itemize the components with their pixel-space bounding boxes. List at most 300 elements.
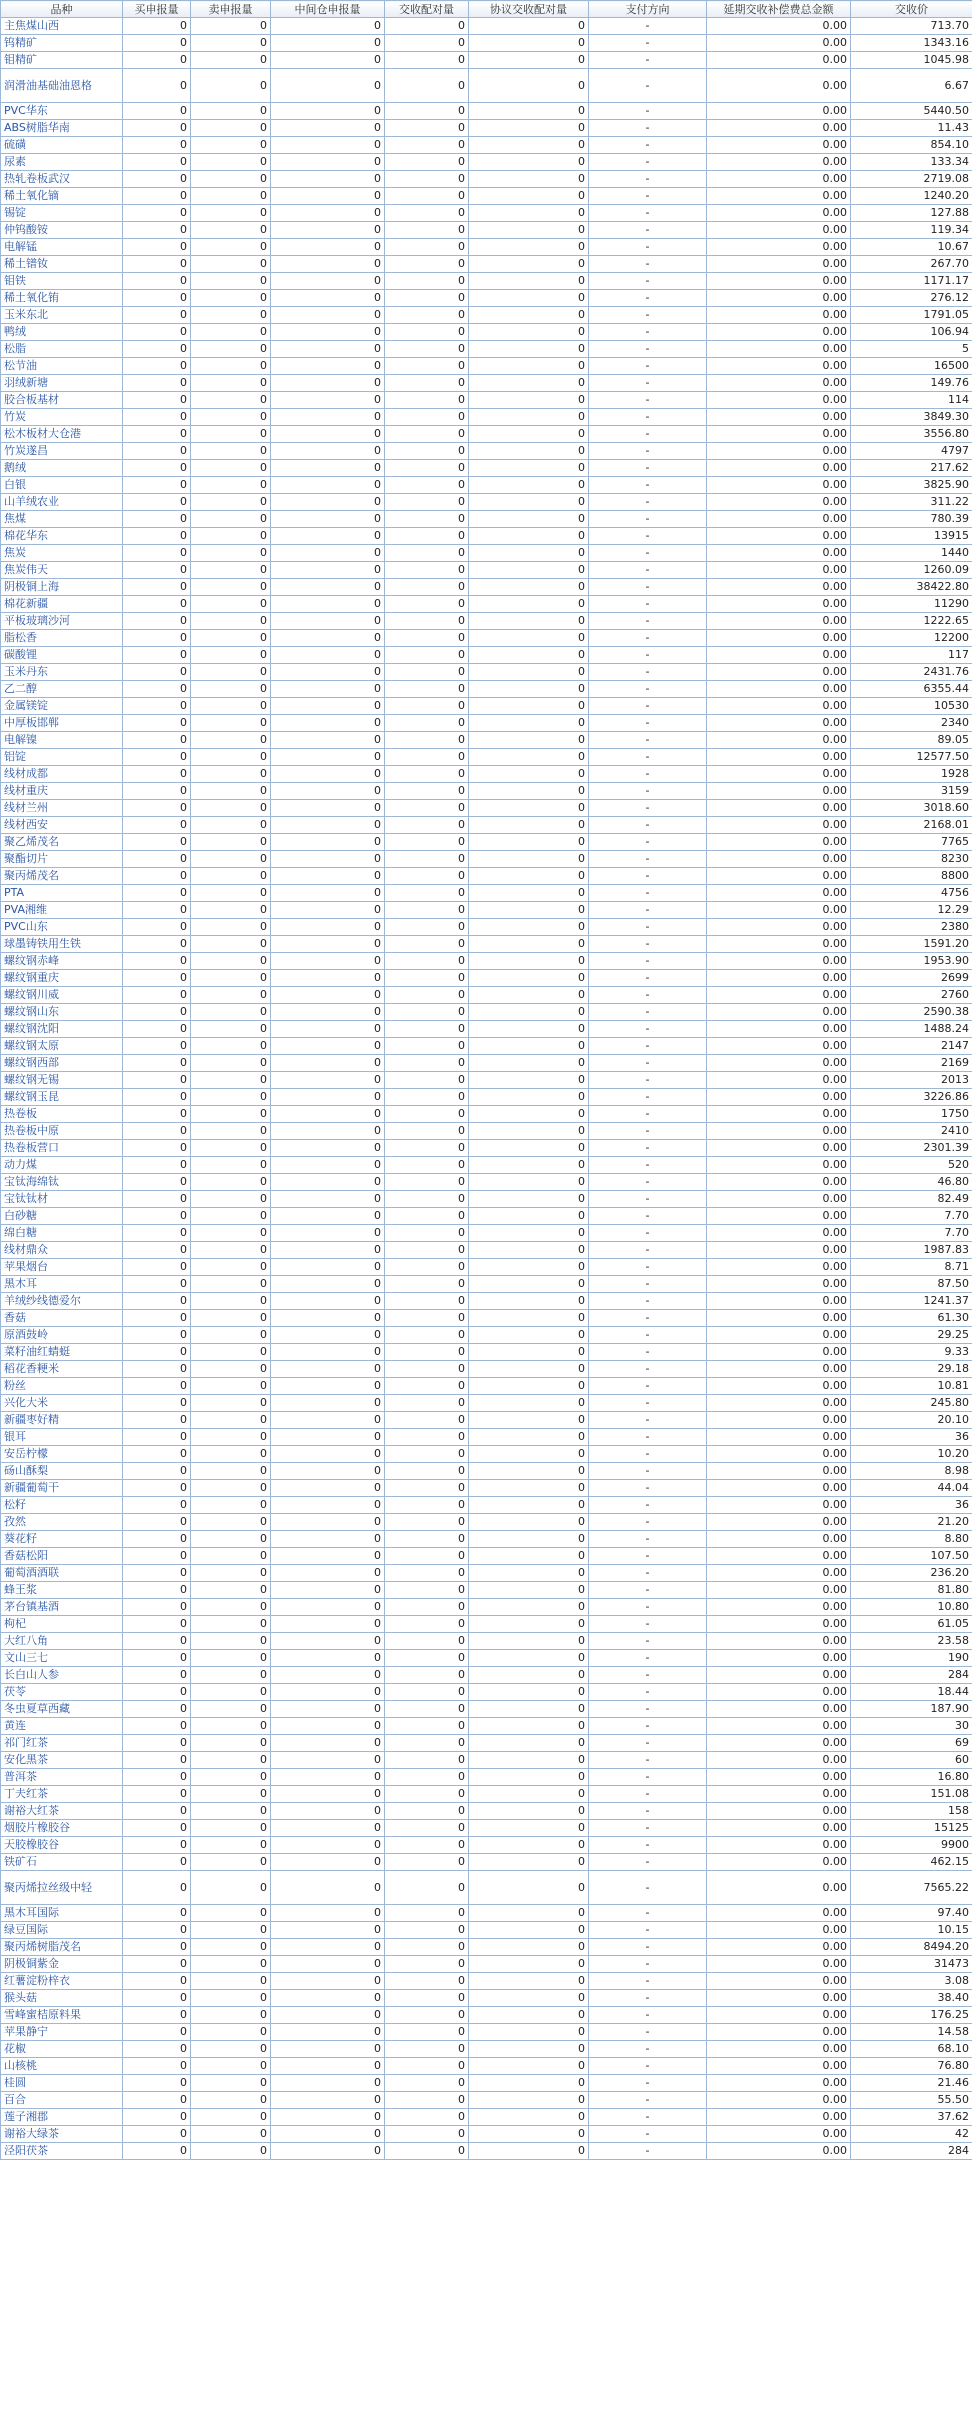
buy-volume-cell: 0 [123, 171, 191, 188]
table-row[interactable] [1, 953, 972, 970]
middle-warehouse-volume-cell: 0 [271, 358, 385, 375]
middle-warehouse-volume-cell: 0 [271, 443, 385, 460]
table-row[interactable] [1, 1633, 972, 1650]
table-row[interactable] [1, 1514, 972, 1531]
delivery-price-cell: 4797 [851, 443, 972, 460]
delivery-match-cell: 0 [385, 1752, 469, 1769]
buy-volume-cell: 0 [123, 664, 191, 681]
table-row[interactable] [1, 902, 972, 919]
deferred-fee-cell: 0.00 [707, 1616, 851, 1633]
table-row[interactable] [1, 1259, 972, 1276]
delivery-price-cell: 311.22 [851, 494, 972, 511]
table-row[interactable] [1, 460, 972, 477]
table-row[interactable] [1, 1208, 972, 1225]
table-row[interactable] [1, 936, 972, 953]
table-row[interactable] [1, 1072, 972, 1089]
delivery-price-cell: 97.40 [851, 1905, 972, 1922]
table-row[interactable] [1, 1990, 972, 2007]
table-row[interactable] [1, 562, 972, 579]
agreement-match-cell: 0 [469, 1735, 589, 1752]
table-row[interactable] [1, 2109, 972, 2126]
delivery-price-cell: 8230 [851, 851, 972, 868]
deferred-fee-cell: 0.00 [707, 2041, 851, 2058]
table-row[interactable] [1, 834, 972, 851]
table-row[interactable] [1, 188, 972, 205]
table-row[interactable] [1, 545, 972, 562]
header-delivery-match[interactable]: 交收配对量 [385, 1, 469, 18]
payment-direction-cell: - [589, 2075, 707, 2092]
table-row[interactable] [1, 1803, 972, 1820]
table-row[interactable] [1, 307, 972, 324]
sell-volume-cell: 0 [191, 545, 271, 562]
buy-volume-cell: 0 [123, 1735, 191, 1752]
deferred-fee-cell: 0.00 [707, 732, 851, 749]
delivery-match-cell: 0 [385, 1667, 469, 1684]
buy-volume-cell: 0 [123, 545, 191, 562]
payment-direction-cell: - [589, 1038, 707, 1055]
table-row[interactable] [1, 1327, 972, 1344]
middle-warehouse-volume-cell: 0 [271, 1803, 385, 1820]
table-row[interactable] [1, 1429, 972, 1446]
middle-warehouse-volume-cell: 0 [271, 1208, 385, 1225]
product-name-cell: 砀山酥梨 [1, 1463, 123, 1480]
payment-direction-cell: - [589, 562, 707, 579]
table-row[interactable] [1, 222, 972, 239]
table-row[interactable] [1, 1463, 972, 1480]
sell-volume-cell: 0 [191, 188, 271, 205]
table-row[interactable] [1, 1276, 972, 1293]
delivery-price-cell: 10530 [851, 698, 972, 715]
middle-warehouse-volume-cell: 0 [271, 2109, 385, 2126]
sell-volume-cell: 0 [191, 2024, 271, 2041]
table-row[interactable] [1, 2126, 972, 2143]
table-row[interactable] [1, 409, 972, 426]
delivery-match-cell: 0 [385, 902, 469, 919]
deferred-fee-cell: 0.00 [707, 2058, 851, 2075]
delivery-match-cell: 0 [385, 120, 469, 137]
table-row[interactable] [1, 273, 972, 290]
table-row[interactable] [1, 970, 972, 987]
table-row[interactable] [1, 987, 972, 1004]
table-row[interactable] [1, 1140, 972, 1157]
agreement-match-cell: 0 [469, 1089, 589, 1106]
delivery-match-cell: 0 [385, 1395, 469, 1412]
sell-volume-cell: 0 [191, 239, 271, 256]
product-name-cell: 聚乙烯茂名 [1, 834, 123, 851]
product-name-cell: 聚丙烯茂名 [1, 868, 123, 885]
table-row[interactable] [1, 1752, 972, 1769]
payment-direction-cell: - [589, 1599, 707, 1616]
product-name-cell: 菜籽油红蜻蜓 [1, 1344, 123, 1361]
table-row[interactable] [1, 358, 972, 375]
table-row[interactable] [1, 511, 972, 528]
table-row[interactable] [1, 1038, 972, 1055]
table-row[interactable] [1, 103, 972, 120]
deferred-fee-cell: 0.00 [707, 936, 851, 953]
table-row[interactable] [1, 2058, 972, 2075]
agreement-match-cell: 0 [469, 681, 589, 698]
table-row[interactable] [1, 1004, 972, 1021]
table-row[interactable] [1, 171, 972, 188]
table-row[interactable] [1, 1123, 972, 1140]
buy-volume-cell: 0 [123, 18, 191, 35]
header-payment-direction[interactable]: 支付方向 [589, 1, 707, 18]
agreement-match-cell: 0 [469, 919, 589, 936]
delivery-match-cell: 0 [385, 987, 469, 1004]
product-name-cell: 棉花新疆 [1, 596, 123, 613]
buy-volume-cell: 0 [123, 511, 191, 528]
table-row[interactable] [1, 766, 972, 783]
buy-volume-cell: 0 [123, 1956, 191, 1973]
buy-volume-cell: 0 [123, 1854, 191, 1871]
table-row[interactable] [1, 783, 972, 800]
table-row[interactable] [1, 749, 972, 766]
table-row[interactable] [1, 1089, 972, 1106]
payment-direction-cell: - [589, 630, 707, 647]
sell-volume-cell: 0 [191, 766, 271, 783]
payment-direction-cell: - [589, 817, 707, 834]
payment-direction-cell: - [589, 766, 707, 783]
delivery-match-cell: 0 [385, 1990, 469, 2007]
delivery-price-cell: 12577.50 [851, 749, 972, 766]
table-row[interactable] [1, 1582, 972, 1599]
table-row[interactable] [1, 1905, 972, 1922]
buy-volume-cell: 0 [123, 1174, 191, 1191]
delivery-match-cell: 0 [385, 1327, 469, 1344]
table-row[interactable] [1, 1191, 972, 1208]
table-row[interactable] [1, 1395, 972, 1412]
table-row[interactable] [1, 1718, 972, 1735]
agreement-match-cell: 0 [469, 392, 589, 409]
middle-warehouse-volume-cell: 0 [271, 1327, 385, 1344]
table-row[interactable] [1, 2092, 972, 2109]
middle-warehouse-volume-cell: 0 [271, 1735, 385, 1752]
table-row[interactable] [1, 919, 972, 936]
agreement-match-cell: 0 [469, 1769, 589, 1786]
delivery-match-cell: 0 [385, 1820, 469, 1837]
delivery-price-cell: 245.80 [851, 1395, 972, 1412]
table-row[interactable] [1, 1786, 972, 1803]
agreement-match-cell: 0 [469, 324, 589, 341]
table-row[interactable] [1, 1344, 972, 1361]
product-name-cell: 谢裕大绿茶 [1, 2126, 123, 2143]
product-name-cell: 白砂糖 [1, 1208, 123, 1225]
table-row[interactable] [1, 154, 972, 171]
table-row[interactable] [1, 256, 972, 273]
table-row[interactable] [1, 732, 972, 749]
deferred-fee-cell: 0.00 [707, 664, 851, 681]
table-row[interactable] [1, 1446, 972, 1463]
agreement-match-cell: 0 [469, 2058, 589, 2075]
sell-volume-cell: 0 [191, 341, 271, 358]
header-middle-warehouse[interactable]: 中间仓申报量 [271, 1, 385, 18]
buy-volume-cell: 0 [123, 1514, 191, 1531]
product-name-cell: 雪峰蜜桔原料果 [1, 2007, 123, 2024]
delivery-match-cell: 0 [385, 766, 469, 783]
table-row[interactable] [1, 817, 972, 834]
deferred-fee-cell: 0.00 [707, 1633, 851, 1650]
sell-volume-cell: 0 [191, 2007, 271, 2024]
buy-volume-cell: 0 [123, 1718, 191, 1735]
table-row[interactable] [1, 1055, 972, 1072]
payment-direction-cell: - [589, 1497, 707, 1514]
table-row[interactable] [1, 1497, 972, 1514]
table-row[interactable] [1, 630, 972, 647]
sell-volume-cell: 0 [191, 987, 271, 1004]
middle-warehouse-volume-cell: 0 [271, 511, 385, 528]
sell-volume-cell: 0 [191, 324, 271, 341]
deferred-fee-cell: 0.00 [707, 171, 851, 188]
deferred-fee-cell: 0.00 [707, 1752, 851, 1769]
sell-volume-cell: 0 [191, 1310, 271, 1327]
middle-warehouse-volume-cell: 0 [271, 1242, 385, 1259]
delivery-match-cell: 0 [385, 222, 469, 239]
header-buy-volume[interactable]: 买申报量 [123, 1, 191, 18]
deferred-fee-cell: 0.00 [707, 1514, 851, 1531]
table-row[interactable] [1, 1225, 972, 1242]
table-row[interactable] [1, 324, 972, 341]
deferred-fee-cell: 0.00 [707, 596, 851, 613]
payment-direction-cell: - [589, 1922, 707, 1939]
table-row[interactable] [1, 35, 972, 52]
product-name-cell: 宝钛海绵钛 [1, 1174, 123, 1191]
table-row[interactable] [1, 698, 972, 715]
table-row[interactable] [1, 2024, 972, 2041]
agreement-match-cell: 0 [469, 1327, 589, 1344]
delivery-match-cell: 0 [385, 1769, 469, 1786]
table-row[interactable] [1, 1599, 972, 1616]
table-row[interactable] [1, 1871, 972, 1905]
table-row[interactable] [1, 1310, 972, 1327]
agreement-match-cell: 0 [469, 1106, 589, 1123]
delivery-price-cell: 15125 [851, 1820, 972, 1837]
delivery-price-cell: 3018.60 [851, 800, 972, 817]
sell-volume-cell: 0 [191, 1089, 271, 1106]
table-row[interactable] [1, 1531, 972, 1548]
table-body [1, 18, 972, 2160]
delivery-match-cell: 0 [385, 1446, 469, 1463]
delivery-price-cell: 20.10 [851, 1412, 972, 1429]
agreement-match-cell: 0 [469, 2024, 589, 2041]
table-row[interactable] [1, 1820, 972, 1837]
header-product[interactable]: 品种 [1, 1, 123, 18]
table-row[interactable] [1, 715, 972, 732]
payment-direction-cell: - [589, 579, 707, 596]
sell-volume-cell: 0 [191, 1106, 271, 1123]
delivery-price-cell: 3849.30 [851, 409, 972, 426]
deferred-fee-cell: 0.00 [707, 154, 851, 171]
delivery-price-cell: 10.20 [851, 1446, 972, 1463]
product-name-cell: 电解镍 [1, 732, 123, 749]
table-row[interactable] [1, 239, 972, 256]
table-row[interactable] [1, 1854, 972, 1871]
header-delivery-price[interactable]: 交收价 [851, 1, 972, 18]
agreement-match-cell: 0 [469, 800, 589, 817]
table-row[interactable] [1, 528, 972, 545]
middle-warehouse-volume-cell: 0 [271, 1769, 385, 1786]
table-row[interactable] [1, 1956, 972, 1973]
table-row[interactable] [1, 1616, 972, 1633]
table-row[interactable] [1, 1973, 972, 1990]
delivery-price-cell: 236.20 [851, 1565, 972, 1582]
delivery-match-cell: 0 [385, 1905, 469, 1922]
sell-volume-cell: 0 [191, 494, 271, 511]
buy-volume-cell: 0 [123, 1276, 191, 1293]
table-row[interactable] [1, 2007, 972, 2024]
table-row[interactable] [1, 52, 972, 69]
deferred-fee-cell: 0.00 [707, 477, 851, 494]
buy-volume-cell: 0 [123, 579, 191, 596]
agreement-match-cell: 0 [469, 1480, 589, 1497]
middle-warehouse-volume-cell: 0 [271, 545, 385, 562]
agreement-match-cell: 0 [469, 698, 589, 715]
header-sell-volume[interactable]: 卖申报量 [191, 1, 271, 18]
table-row[interactable] [1, 426, 972, 443]
delivery-match-cell: 0 [385, 630, 469, 647]
sell-volume-cell: 0 [191, 749, 271, 766]
product-name-cell: 阴极铜上海 [1, 579, 123, 596]
delivery-price-cell: 12200 [851, 630, 972, 647]
table-row[interactable] [1, 18, 972, 35]
deferred-fee-cell: 0.00 [707, 409, 851, 426]
delivery-price-cell: 7.70 [851, 1208, 972, 1225]
table-row[interactable] [1, 851, 972, 868]
buy-volume-cell: 0 [123, 307, 191, 324]
table-row[interactable] [1, 375, 972, 392]
table-row[interactable] [1, 1701, 972, 1718]
sell-volume-cell: 0 [191, 1123, 271, 1140]
table-row[interactable] [1, 2041, 972, 2058]
deferred-fee-cell: 0.00 [707, 1871, 851, 1905]
delivery-price-cell: 6.67 [851, 69, 972, 103]
middle-warehouse-volume-cell: 0 [271, 1140, 385, 1157]
table-row[interactable] [1, 681, 972, 698]
deferred-fee-cell: 0.00 [707, 1395, 851, 1412]
deferred-fee-cell: 0.00 [707, 1837, 851, 1854]
table-row[interactable] [1, 647, 972, 664]
table-row[interactable] [1, 868, 972, 885]
table-row[interactable] [1, 1548, 972, 1565]
table-row[interactable] [1, 341, 972, 358]
table-row[interactable] [1, 1021, 972, 1038]
deferred-fee-cell: 0.00 [707, 2092, 851, 2109]
buy-volume-cell: 0 [123, 596, 191, 613]
delivery-price-cell: 190 [851, 1650, 972, 1667]
table-row[interactable] [1, 1650, 972, 1667]
sell-volume-cell: 0 [191, 970, 271, 987]
table-row[interactable] [1, 1412, 972, 1429]
table-row[interactable] [1, 290, 972, 307]
deferred-fee-cell: 0.00 [707, 1480, 851, 1497]
table-row[interactable] [1, 1293, 972, 1310]
table-row[interactable] [1, 477, 972, 494]
middle-warehouse-volume-cell: 0 [271, 936, 385, 953]
header-agreement-match[interactable]: 协议交收配对量 [469, 1, 589, 18]
table-row[interactable] [1, 885, 972, 902]
table-row[interactable] [1, 1735, 972, 1752]
table-row[interactable] [1, 2143, 972, 2160]
deferred-fee-cell: 0.00 [707, 103, 851, 120]
agreement-match-cell: 0 [469, 2126, 589, 2143]
table-row[interactable] [1, 1242, 972, 1259]
table-row[interactable] [1, 1837, 972, 1854]
buy-volume-cell: 0 [123, 52, 191, 69]
table-row[interactable] [1, 1157, 972, 1174]
middle-warehouse-volume-cell: 0 [271, 732, 385, 749]
payment-direction-cell: - [589, 1378, 707, 1395]
sell-volume-cell: 0 [191, 2126, 271, 2143]
table-row[interactable] [1, 1480, 972, 1497]
product-name-cell: 安岳柠檬 [1, 1446, 123, 1463]
deferred-fee-cell: 0.00 [707, 1565, 851, 1582]
header-deferred-fee[interactable]: 延期交收补偿费总金额 [707, 1, 851, 18]
middle-warehouse-volume-cell: 0 [271, 630, 385, 647]
sell-volume-cell: 0 [191, 1497, 271, 1514]
middle-warehouse-volume-cell: 0 [271, 2041, 385, 2058]
table-row[interactable] [1, 120, 972, 137]
table-row[interactable] [1, 1684, 972, 1701]
table-row[interactable] [1, 664, 972, 681]
sell-volume-cell: 0 [191, 2041, 271, 2058]
middle-warehouse-volume-cell: 0 [271, 426, 385, 443]
delivery-match-cell: 0 [385, 1939, 469, 1956]
table-row[interactable] [1, 1939, 972, 1956]
payment-direction-cell: - [589, 1480, 707, 1497]
middle-warehouse-volume-cell: 0 [271, 120, 385, 137]
product-name-cell: 仲钨酸铵 [1, 222, 123, 239]
middle-warehouse-volume-cell: 0 [271, 273, 385, 290]
payment-direction-cell: - [589, 834, 707, 851]
middle-warehouse-volume-cell: 0 [271, 1174, 385, 1191]
delivery-price-cell: 8.98 [851, 1463, 972, 1480]
table-row[interactable] [1, 579, 972, 596]
table-row[interactable] [1, 1769, 972, 1786]
product-name-cell: 螺纹钢赤峰 [1, 953, 123, 970]
table-row[interactable] [1, 494, 972, 511]
agreement-match-cell: 0 [469, 341, 589, 358]
agreement-match-cell: 0 [469, 1973, 589, 1990]
table-row[interactable] [1, 1361, 972, 1378]
table-row[interactable] [1, 392, 972, 409]
table-row[interactable] [1, 800, 972, 817]
product-name-cell: 主焦煤山西 [1, 18, 123, 35]
delivery-match-cell: 0 [385, 936, 469, 953]
table-row[interactable] [1, 1667, 972, 1684]
deferred-fee-cell: 0.00 [707, 1021, 851, 1038]
table-row[interactable] [1, 613, 972, 630]
product-name-cell: 粉丝 [1, 1378, 123, 1395]
table-row[interactable] [1, 1922, 972, 1939]
table-row[interactable] [1, 69, 972, 103]
table-row[interactable] [1, 1174, 972, 1191]
product-name-cell: 钨精矿 [1, 35, 123, 52]
table-row[interactable] [1, 2075, 972, 2092]
table-row[interactable] [1, 1565, 972, 1582]
table-row[interactable] [1, 137, 972, 154]
table-row[interactable] [1, 1378, 972, 1395]
table-row[interactable] [1, 205, 972, 222]
table-row[interactable] [1, 443, 972, 460]
delivery-price-cell: 2719.08 [851, 171, 972, 188]
payment-direction-cell: - [589, 698, 707, 715]
middle-warehouse-volume-cell: 0 [271, 1123, 385, 1140]
middle-warehouse-volume-cell: 0 [271, 2075, 385, 2092]
sell-volume-cell: 0 [191, 358, 271, 375]
table-row[interactable] [1, 596, 972, 613]
deferred-fee-cell: 0.00 [707, 630, 851, 647]
table-row[interactable] [1, 1106, 972, 1123]
buy-volume-cell: 0 [123, 851, 191, 868]
